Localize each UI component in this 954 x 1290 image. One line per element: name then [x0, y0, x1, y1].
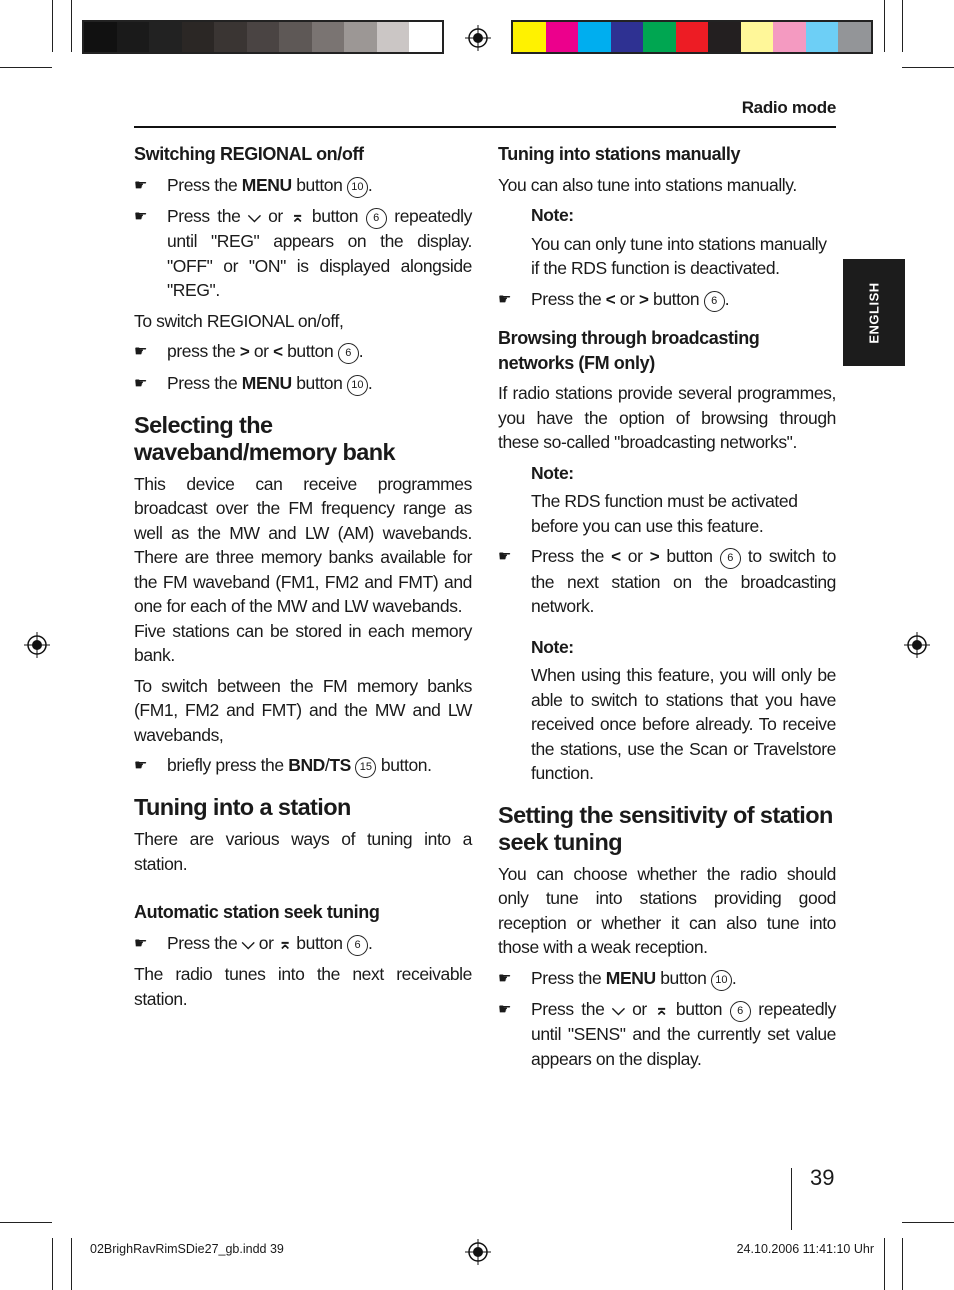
grey-color-bar	[82, 20, 444, 54]
crop-mark	[0, 67, 52, 68]
paragraph: To switch between the FM memory banks (FM1, FM2 and FMT) and the MW and LW wavebands,	[134, 675, 472, 745]
note	[498, 635, 836, 786]
text: .	[724, 288, 730, 309]
pointing-hand-icon: ☛	[134, 374, 148, 392]
registration-mark-icon	[465, 1239, 491, 1265]
color-swatch	[708, 22, 741, 52]
grey-swatch	[149, 22, 182, 52]
pointing-hand-icon: ☛	[498, 548, 512, 565]
menu-key: MENU	[241, 372, 292, 393]
crop-mark	[902, 0, 903, 52]
crop-mark	[902, 67, 954, 68]
browsing-heading: Browsing through broadcasting networks (FM only)	[498, 328, 760, 373]
text: Press the	[531, 998, 613, 1019]
note-text: When using this feature, you will only be able to switch to stations that you have received once before already. To receive the stations, use the Scan or Travelstore function.	[531, 665, 836, 783]
bnd-key: BND	[288, 755, 325, 775]
left-arrow-icon: <	[611, 547, 621, 566]
grey-swatch	[117, 22, 150, 52]
pointing-hand-icon: ☛	[498, 290, 512, 308]
left-column	[134, 142, 472, 1017]
color-swatch	[741, 22, 774, 52]
paragraph: This device can receive programmes broadcast over the FM frequency range as well as the MW and LW (AM) wavebands. There are three memory banks available for the FM waveband (FM1, FM2 and FMT) and one for each of the MW and LW wavebands.	[134, 473, 472, 616]
grey-swatch	[279, 22, 312, 52]
down-arrow-icon: ⌵	[248, 206, 261, 226]
text: button	[655, 967, 711, 988]
crop-mark	[884, 0, 885, 52]
pointing-hand-icon: ☛	[134, 343, 148, 360]
list-item	[498, 287, 836, 313]
button-number: 6	[366, 208, 387, 229]
note-label: Note:	[531, 462, 574, 483]
grey-swatch	[84, 22, 117, 52]
footer-file: 02BrighRavRimSDie27_gb.indd 39	[90, 1242, 284, 1256]
text: or	[624, 998, 655, 1019]
button-number: 10	[347, 375, 368, 396]
manual-tuning-heading: Tuning into stations manually	[498, 144, 741, 164]
color-swatch	[676, 22, 709, 52]
text: or	[254, 932, 278, 953]
grey-swatch	[344, 22, 377, 52]
text: button	[282, 341, 338, 361]
language-tab	[843, 259, 905, 366]
button-number: 6	[347, 935, 368, 956]
text: .	[368, 932, 373, 953]
list-item	[498, 966, 836, 991]
note-text: You can only tune into stations manually if the RDS function is deactivated.	[531, 233, 827, 278]
button-number: 6	[720, 548, 741, 569]
text: Press the	[167, 205, 249, 226]
text: button	[304, 205, 366, 226]
grey-swatch	[312, 22, 345, 52]
crop-mark	[52, 1238, 53, 1290]
up-arrow-icon: ⌅	[290, 206, 305, 226]
grey-swatch	[214, 22, 247, 52]
button-number: 15	[355, 757, 376, 778]
color-swatch	[513, 22, 546, 52]
registration-mark-icon	[904, 632, 930, 658]
tuning-heading: Tuning into a station	[134, 794, 351, 820]
process-color-bar	[511, 20, 873, 54]
down-arrow-icon: ⌵	[612, 999, 625, 1019]
button-number: 6	[704, 291, 725, 312]
text: Press the	[167, 932, 242, 953]
text: Press the	[167, 372, 242, 393]
menu-key: MENU	[241, 174, 292, 195]
crop-mark	[884, 1238, 885, 1290]
button-number: 10	[711, 970, 732, 991]
text: briefly press the	[167, 755, 289, 775]
paragraph: You can also tune into stations manually.	[498, 174, 797, 195]
pointing-hand-icon: ☛	[134, 176, 148, 194]
pointing-hand-icon: ☛	[498, 1000, 512, 1018]
right-arrow-icon: >	[639, 289, 649, 309]
section-header: Radio mode	[741, 98, 836, 117]
text: button	[668, 998, 730, 1019]
list-item	[498, 997, 836, 1072]
text: button	[291, 174, 347, 195]
grey-swatch	[377, 22, 410, 52]
color-swatch	[578, 22, 611, 52]
paragraph: The radio tunes into the next receivable station.	[134, 964, 472, 1009]
grey-swatch	[409, 22, 442, 52]
color-swatch	[643, 22, 676, 52]
note-label: Note:	[531, 636, 574, 657]
list-item	[134, 339, 472, 365]
text: .	[358, 341, 364, 361]
menu-key: MENU	[605, 967, 656, 988]
header-rule	[134, 126, 836, 128]
up-arrow-icon: ⌅	[654, 999, 669, 1019]
text: button	[291, 932, 348, 953]
paragraph: To switch REGIONAL on/off,	[134, 310, 344, 331]
paragraph: If radio stations provide several programmes, you have the option of browsing through these so-called "broadcasting networks".	[498, 383, 836, 452]
text: /	[324, 755, 330, 775]
list-item	[134, 931, 472, 957]
pointing-hand-icon: ☛	[498, 969, 512, 987]
note-text: The RDS function must be activated before you can use this feature.	[531, 491, 798, 536]
text: button.	[376, 755, 432, 775]
right-column	[498, 142, 836, 1077]
grey-swatch	[247, 22, 280, 52]
page-number-rule	[791, 1168, 792, 1230]
note-label: Note:	[531, 205, 574, 225]
grey-swatch	[182, 22, 215, 52]
text: or	[615, 288, 640, 309]
list-item	[134, 173, 472, 198]
text: Press the	[167, 174, 242, 195]
footer-timestamp: 24.10.2006 11:41:10 Uhr	[736, 1242, 874, 1256]
button-number: 10	[347, 177, 368, 198]
note	[498, 203, 836, 281]
paragraph: There are various ways of tuning into a station.	[134, 829, 472, 874]
color-swatch	[546, 22, 579, 52]
page-number: 39	[810, 1165, 835, 1190]
pointing-hand-icon: ☛	[134, 757, 148, 774]
sensitivity-heading: Setting the sensitivity of station seek tuning	[498, 801, 833, 855]
text: Press the	[531, 288, 606, 309]
text: Press the	[531, 546, 612, 566]
pointing-hand-icon: ☛	[134, 207, 148, 225]
text: press the	[167, 341, 240, 361]
right-arrow-icon: >	[239, 342, 250, 361]
auto-seek-heading: Automatic station seek tuning	[134, 902, 380, 922]
text: .	[731, 967, 737, 988]
text: repeatedly until "REG" appears on the display. "OFF" or "ON" is displayed alongside "REG".	[167, 205, 473, 300]
button-number: 6	[338, 343, 359, 364]
text: or	[249, 341, 274, 361]
text: to switch to the next station on the broadcasting network.	[531, 546, 836, 616]
color-swatch	[806, 22, 839, 52]
paragraph: Five stations can be stored in each memory bank.	[134, 620, 472, 665]
right-arrow-icon: >	[649, 547, 660, 566]
ts-key: TS	[329, 755, 351, 775]
text: button	[648, 288, 704, 309]
list-item	[498, 544, 836, 619]
text: button	[659, 546, 720, 566]
text: .	[367, 372, 373, 393]
crop-mark	[0, 1222, 52, 1223]
pointing-hand-icon: ☛	[134, 934, 148, 952]
text: or	[620, 546, 650, 566]
paragraph: You can choose whether the radio should only tune into stations providing good reception or whether it can also tune into those with a weak reception.	[498, 863, 836, 957]
crop-mark	[52, 0, 53, 52]
up-arrow-icon: ⌅	[277, 933, 292, 953]
left-arrow-icon: <	[273, 342, 283, 361]
left-arrow-icon: <	[605, 289, 616, 309]
down-arrow-icon: ⌵	[241, 933, 255, 953]
text: or	[260, 205, 291, 226]
text: button	[291, 372, 347, 393]
registration-mark-icon	[24, 632, 50, 658]
list-item	[134, 371, 472, 396]
text: repeatedly until "SENS" and the currently set value appears on the display.	[531, 998, 837, 1069]
note	[498, 461, 836, 539]
color-swatch	[611, 22, 644, 52]
regional-heading: Switching REGIONAL on/off	[134, 144, 364, 164]
text: .	[367, 174, 373, 195]
color-swatch	[838, 22, 871, 52]
list-item	[134, 753, 472, 778]
crop-mark	[902, 1238, 903, 1290]
registration-mark-icon	[465, 25, 491, 51]
crop-mark	[902, 1222, 954, 1223]
button-number: 6	[730, 1001, 751, 1022]
crop-mark	[71, 1238, 72, 1290]
crop-mark	[71, 0, 72, 52]
language-tab-label: ENGLISH	[866, 281, 882, 344]
waveband-heading: Selecting the waveband/memory bank	[134, 411, 395, 465]
list-item	[134, 204, 472, 303]
color-swatch	[773, 22, 806, 52]
text: Press the	[531, 967, 606, 988]
